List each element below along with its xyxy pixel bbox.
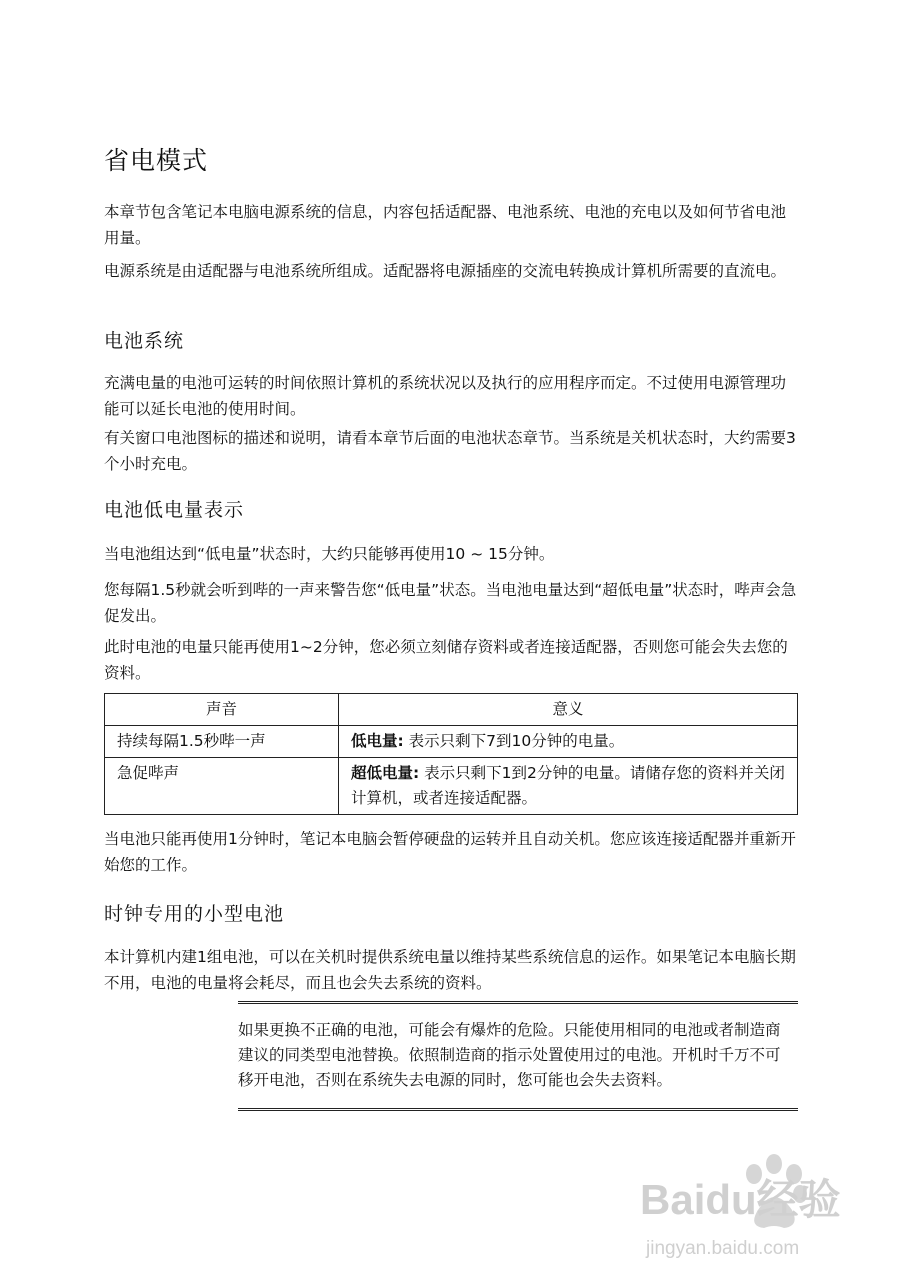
page-title: 省电模式 bbox=[104, 146, 209, 175]
intro-paragraph-1: 本章节包含笔记本电脑电源系统的信息，内容包括适配器、电池系统、电池的充电以及如何节省电池用量。 bbox=[104, 203, 787, 247]
baidu-jingyan-watermark bbox=[640, 1150, 860, 1270]
clock-battery-paragraph: 本计算机内建1组电池，可以在关机时提供系统电量以维持某些系统信息的运作。如果笔记本电脑长期不用，电池的电量将会耗尽，而且也会失去系统的资料。 bbox=[104, 948, 796, 992]
watermark-url: jingyan.baidu.com bbox=[646, 1238, 800, 1259]
beep-meaning-table bbox=[104, 693, 798, 815]
after-table-paragraph: 当电池只能再使用1分钟时，笔记本电脑会暂停硬盘的运转并且自动关机。您应该连接适配器并重新开始您的工作。 bbox=[104, 830, 796, 874]
section-heading-clock-battery: 时钟专用的小型电池 bbox=[104, 903, 285, 925]
intro-paragraph-2: 电源系统是由适配器与电池系统所组成。适配器将电源插座的交流电转换成计算机所需要的直流电。 bbox=[104, 262, 787, 280]
warning-box bbox=[238, 1001, 798, 1111]
table-row bbox=[105, 758, 798, 815]
low-battery-paragraph-2: 您每隔1.5秒就会听到哔的一声来警告您“低电量”状态。当电池电量达到“超低电量”状态时，哔声会急促发出。 bbox=[104, 581, 797, 625]
table-cell-meaning bbox=[339, 726, 798, 758]
table-cell-meaning bbox=[339, 758, 798, 815]
table-header-row bbox=[105, 694, 798, 726]
meaning-term: 低电量: bbox=[351, 732, 404, 750]
section-heading-low-battery: 电池低电量表示 bbox=[104, 499, 245, 521]
section-heading-battery-system: 电池系统 bbox=[104, 330, 185, 352]
meaning-text: 表示只剩下1到2分钟的电量。请储存您的资料并关闭计算机，或者连接适配器。 bbox=[351, 764, 785, 807]
low-battery-paragraph-3: 此时电池的电量只能再使用1~2分钟，您必须立刻储存资料或者连接适配器，否则您可能会失去您的资料。 bbox=[104, 638, 788, 682]
battery-system-paragraph-1: 充满电量的电池可运转的时间依照计算机的系统状况以及执行的应用程序而定。不过使用电源管理功能可以延长电池的使用时间。 bbox=[104, 374, 787, 418]
table-row bbox=[105, 726, 798, 758]
watermark-brand: Baidu经验 bbox=[640, 1176, 841, 1223]
table-header-meaning: 意义 bbox=[339, 694, 798, 726]
warning-text: 如果更换不正确的电池，可能会有爆炸的危险。只能使用相同的电池或者制造商建议的同类型电池替换。依照制造商的指示处置使用过的电池。开机时千万不可移开电池，否则在系统失去电源的同时，您可能也会失去资料。 bbox=[238, 1021, 781, 1089]
meaning-text: 表示只剩下7到10分钟的电量。 bbox=[403, 732, 625, 750]
battery-system-paragraph-2: 有关窗口电池图标的描述和说明，请看本章节后面的电池状态章节。当系统是关机状态时，大约需要3个小时充电。 bbox=[104, 429, 796, 473]
low-battery-paragraph-1: 当电池组达到“低电量”状态时，大约只能够再使用10 ~ 15分钟。 bbox=[104, 545, 555, 563]
meaning-term: 超低电量: bbox=[351, 764, 420, 782]
table-header-sound: 声音 bbox=[105, 694, 339, 726]
table-cell-sound: 持续每隔1.5秒哔一声 bbox=[105, 726, 339, 758]
table-cell-sound: 急促哔声 bbox=[105, 758, 339, 815]
